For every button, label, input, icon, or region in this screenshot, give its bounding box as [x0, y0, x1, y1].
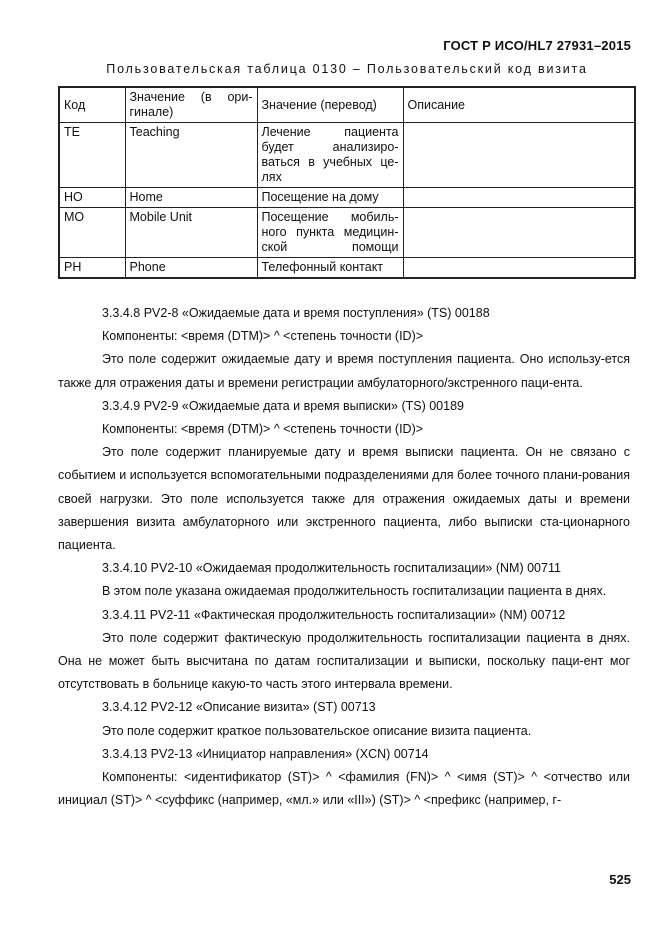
- paragraph: Это поле содержит планируемые дату и время выписки пациента. Он не связано с событием и используется вспомогательными подразделениями для более точного плани-рования своей нагрузки. Это поле используется также для отражения ожидаемых даты и времени завершения визита амбулаторного или экстренного пациента, либо выписки ста-ционарного пациента.: [58, 445, 630, 553]
- section-heading: 3.3.4.8 PV2-8 «Ожидаемые дата и время поступления» (TS) 00188: [102, 306, 490, 320]
- paragraph: Это поле содержит фактическую продолжительность госпитализации пациента в днях. Она не может быть высчитана по датам госпитализации и выписки, поскольку паци-ент мог отсутствовать в больнице какую-то часть этого интервала времени.: [58, 630, 630, 692]
- body-text: [58, 302, 630, 812]
- paragraph: Это поле содержит ожидаемые дату и время поступления пациента. Оно использу-ется также для отражения даты и времени регистрации амбулаторного/экстренного паци-ента.: [58, 352, 630, 390]
- column-header: Значение (в ори-гинале): [125, 87, 257, 123]
- cell-description: [403, 208, 635, 258]
- cell-description: [403, 188, 635, 208]
- cell-original: Phone: [125, 258, 257, 279]
- table-row: [59, 123, 635, 188]
- column-header: Код: [59, 87, 125, 123]
- section-heading: 3.3.4.9 PV2-9 «Ожидаемые дата и время выписки» (TS) 00189: [102, 398, 464, 413]
- document-header: ГОСТ Р ИСО/HL7 27931–2015: [443, 38, 631, 53]
- column-header: Описание: [403, 87, 635, 123]
- page-number: 525: [609, 872, 631, 887]
- cell-description: [403, 258, 635, 279]
- table-row: [59, 188, 635, 208]
- cell-code: PH: [59, 258, 125, 279]
- user-table-0130: [58, 86, 636, 279]
- paragraph: Это поле содержит краткое пользовательское описание визита пациента.: [102, 723, 532, 738]
- section-heading: 3.3.4.10 PV2-10 «Ожидаемая продолжительность госпитализации» (NM) 00711: [102, 561, 561, 576]
- cell-original: Mobile Unit: [125, 208, 257, 258]
- cell-translation: Посещение на дому: [257, 188, 403, 208]
- section-heading: 3.3.4.13 PV2-13 «Инициатор направления» (XCN) 00714: [102, 746, 429, 761]
- table-header-row: [59, 87, 635, 123]
- section-heading: 3.3.4.11 PV2-11 «Фактическая продолжительность госпитализации» (NM) 00712: [102, 607, 566, 622]
- paragraph: В этом поле указана ожидаемая продолжительность госпитализации пациента в днях.: [102, 584, 607, 599]
- paragraph: Компоненты: <время (DTM)> ^ <степень точности (ID)>: [102, 422, 424, 437]
- table-caption: Пользовательская таблица 0130 – Пользовательский код визита: [106, 62, 588, 76]
- cell-translation: Лечение пациента будет анализиро-ваться в учебных це-лях: [257, 123, 403, 188]
- section-heading: 3.3.4.12 PV2-12 «Описание визита» (ST) 00713: [102, 700, 376, 715]
- table-row: [59, 258, 635, 279]
- table-row: [59, 208, 635, 258]
- cell-code: MO: [59, 208, 125, 258]
- cell-original: Home: [125, 188, 257, 208]
- cell-code: HO: [59, 188, 125, 208]
- cell-original: Teaching: [125, 123, 257, 188]
- cell-code: TE: [59, 123, 125, 188]
- paragraph: Компоненты: <время (DTM)> ^ <степень точности (ID)>: [102, 329, 424, 344]
- column-header: Значение (перевод): [257, 87, 403, 123]
- paragraph: Компоненты: <идентификатор (ST)> ^ <фамилия (FN)> ^ <имя (ST)> ^ <отчество или инициал (ST)> ^ <суффикс (например, «мл.» или «III») (ST)> ^ <префикс (например, г-: [58, 770, 630, 808]
- cell-description: [403, 123, 635, 188]
- cell-translation: Посещение мобиль-ного пункта медицин-ской помощи: [257, 208, 403, 258]
- cell-translation: Телефонный контакт: [257, 258, 403, 279]
